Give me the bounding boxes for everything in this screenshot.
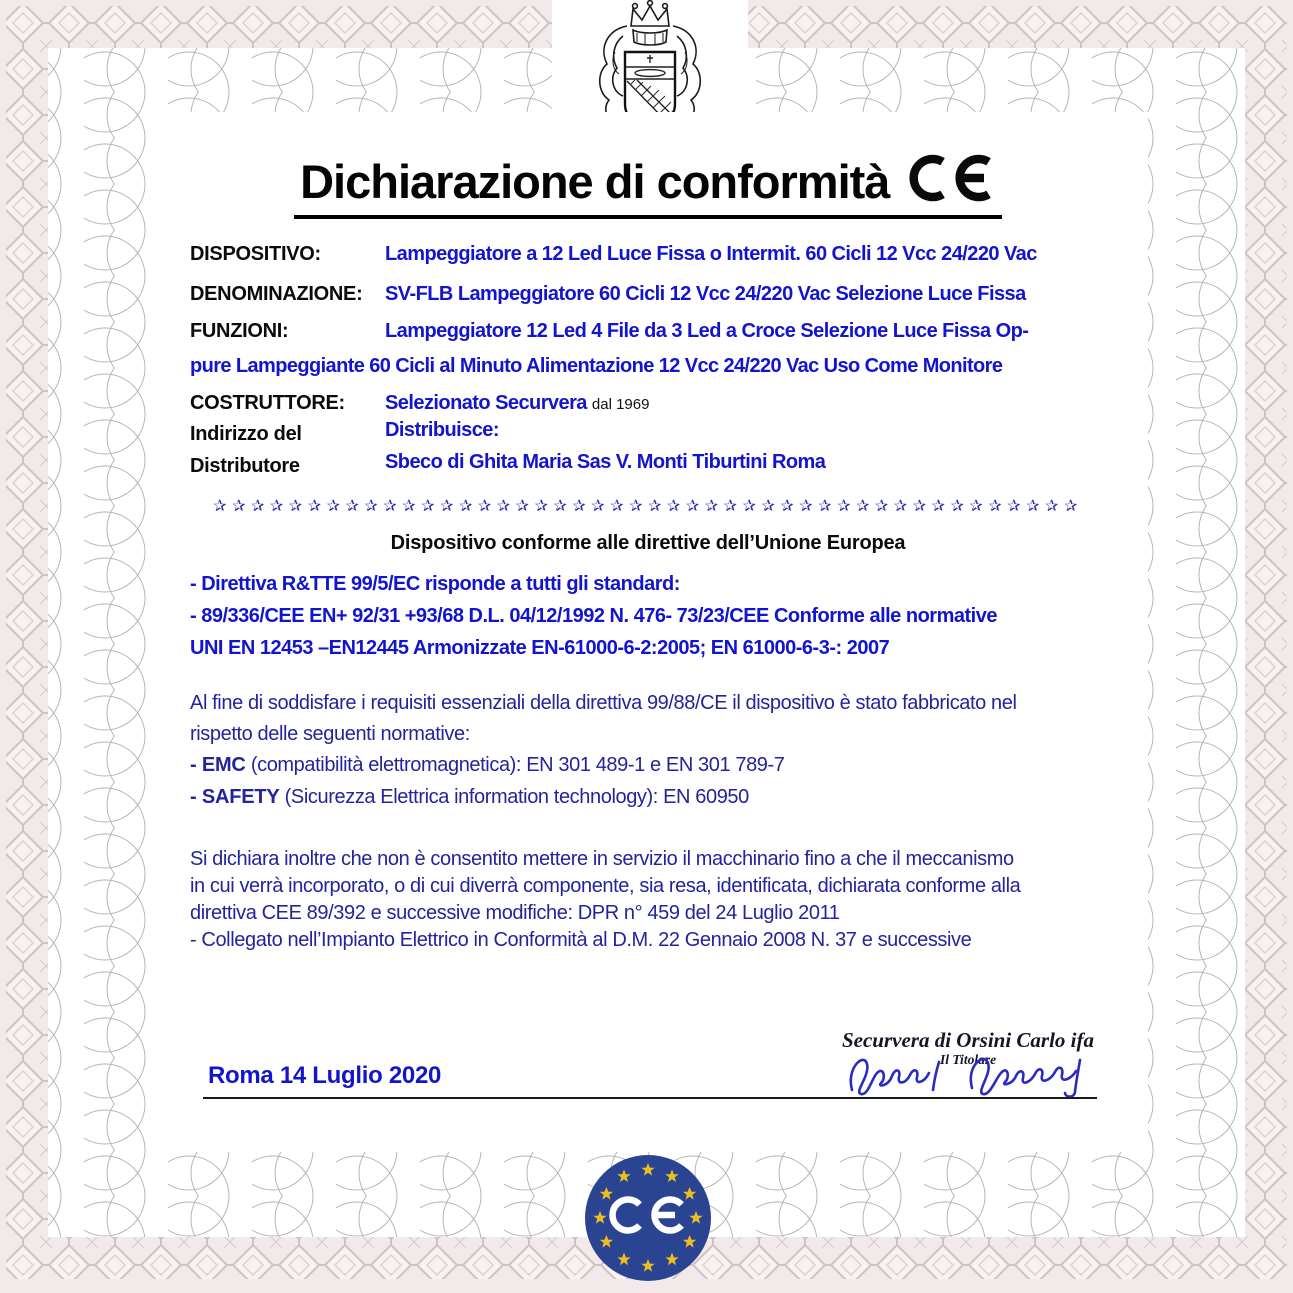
declaration-line-1: Si dichiara inoltre che non è consentito mettere in servizio il macchinario fino a che il meccanismo bbox=[190, 848, 1014, 870]
field-value-denominazione: SV-FLB Lampeggiatore 60 Cicli 12 Vcc 24/220 Vac Selezione Luce Fissa bbox=[385, 283, 1026, 305]
field-label-funzioni: FUNZIONI: bbox=[190, 320, 289, 342]
declaration-line-2: in cui verrà incorporato, o di cui diverrà componente, sia resa, identificata, dichiarata conforme alla bbox=[190, 875, 1021, 897]
standard-name-safety: - SAFETY bbox=[190, 786, 280, 808]
field-value-distributore: Sbeco di Ghita Maria Sas V. Monti Tiburtini Roma bbox=[385, 451, 826, 473]
directive-line-2: - 89/336/CEE EN+ 92/31 +93/68 D.L. 04/12/1992 N. 476- 73/23/CEE Conforme alle normative bbox=[190, 605, 997, 627]
standard-rest-safety: (Sicurezza Elettrica information technology): EN 60950 bbox=[279, 786, 749, 808]
field-label-costruttore: COSTRUTTORE: bbox=[190, 392, 345, 414]
title-block bbox=[148, 152, 1148, 219]
field-label-denominazione: DENOMINAZIONE: bbox=[190, 283, 363, 305]
conformity-heading: Dispositivo conforme alle direttive dell’Unione Europea bbox=[390, 532, 906, 554]
field-label-distributore: Distributore bbox=[190, 455, 300, 477]
ce-mark-icon bbox=[904, 152, 996, 204]
directive-line-1: - Direttiva R&TTE 99/5/EC risponde a tutti gli standard: bbox=[190, 573, 680, 595]
certificate-body bbox=[148, 112, 1148, 1152]
directive-line-3: UNI EN 12453 –EN12445 Armonizzate EN-61000-6-2:2005; EN 61000-6-3-: 2007 bbox=[190, 637, 890, 659]
standard-rest-emc: (compatibilità elettromagnetica): EN 301 489-1 e EN 301 789-7 bbox=[245, 754, 785, 776]
manufacturer-since: dal 1969 bbox=[591, 396, 650, 413]
standard-name-emc: - EMC bbox=[190, 754, 246, 776]
eu-ce-badge bbox=[578, 1148, 718, 1288]
signature-line bbox=[203, 1097, 1097, 1099]
field-label-indirizzo: Indirizzo del bbox=[190, 423, 302, 445]
stars-separator: ✰✰✰✰✰✰✰✰✰✰✰✰✰✰✰✰✰✰✰✰✰✰✰✰✰✰✰✰✰✰✰✰✰✰✰✰✰✰✰✰✰✰✰✰✰✰ bbox=[213, 498, 1083, 515]
signature-company: Securvera di Orsini Carlo ifa bbox=[841, 1028, 1095, 1052]
fabrication-line-1: Al fine di soddisfare i requisiti essenziali della direttiva 99/88/CE il dispositivo è stato fabbricato nel bbox=[190, 692, 1017, 714]
standard-line-safety bbox=[190, 786, 1140, 809]
field-label-dispositivo: DISPOSITIVO: bbox=[190, 243, 321, 265]
field-value-dispositivo: Lampeggiatore a 12 Led Luce Fissa o Intermit. 60 Cicli 12 Vcc 24/220 Vac bbox=[385, 243, 1037, 265]
page-title: Dichiarazione di conformità bbox=[300, 155, 890, 208]
field-value-costruttore bbox=[385, 392, 1145, 415]
field-value-funzioni-line2: pure Lampeggiante 60 Cicli al Minuto Alimentazione 12 Vcc 24/220 Vac Uso Come Monitore bbox=[190, 355, 1003, 377]
field-value-distribuisce: Distribuisce: bbox=[385, 419, 499, 441]
signature-role: Il Titolare bbox=[939, 1052, 997, 1067]
declaration-line-4: - Collegato nell’Impianto Elettrico in Conformità al D.M. 22 Gennaio 2008 N. 37 e successive bbox=[190, 929, 972, 951]
manufacturer-name: Selezionato Securvera bbox=[385, 392, 587, 414]
declaration-line-3: direttiva CEE 89/392 e successive modifiche: DPR n° 459 del 24 Luglio 2011 bbox=[190, 902, 840, 924]
eu-flag-ce-icon bbox=[578, 1148, 718, 1288]
standard-line-emc bbox=[190, 754, 1140, 777]
date-place: Roma 14 Luglio 2020 bbox=[208, 1062, 442, 1089]
fabrication-line-2: rispetto delle seguenti normative: bbox=[190, 723, 470, 745]
signature-icon bbox=[844, 1050, 1094, 1102]
field-value-funzioni: Lampeggiatore 12 Led 4 File da 3 Led a Croce Selezione Luce Fissa Op- bbox=[385, 320, 1029, 342]
